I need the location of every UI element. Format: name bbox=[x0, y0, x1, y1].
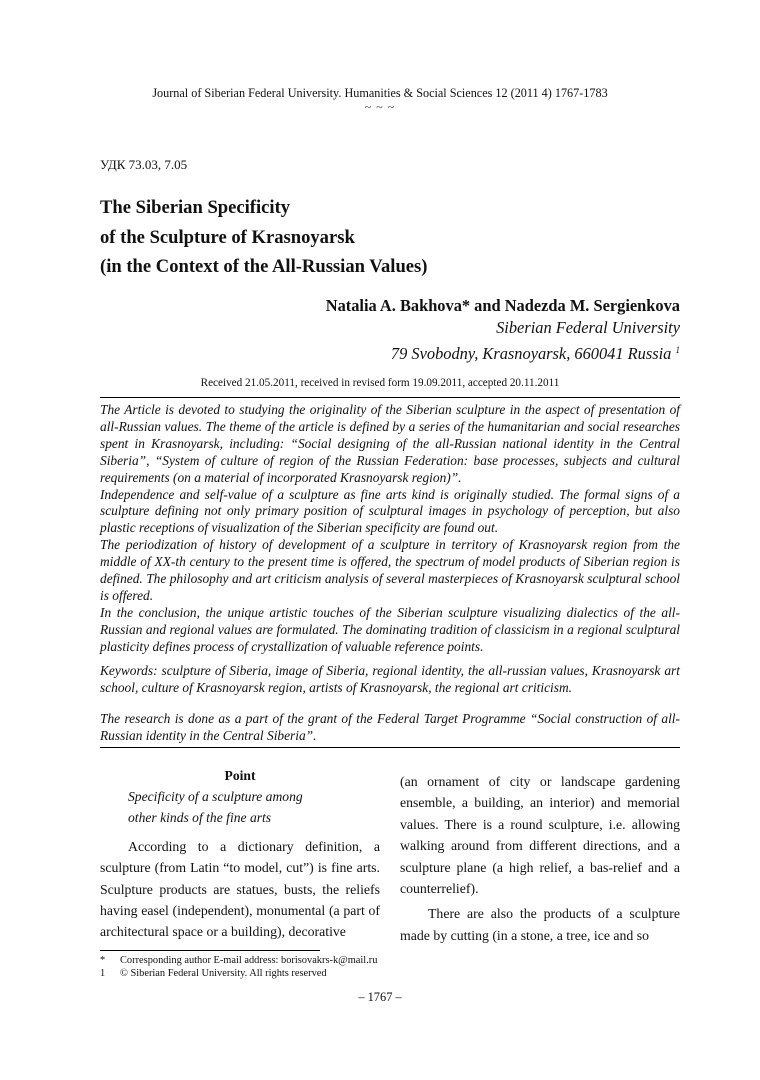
body-paragraph-1: According to a dictionary definition, a sculpture (from Latin “to model, cut”) is fine arts. Sculpture products are statues, busts, the reliefs having easel (independent), monumental (a part of architectural space or a building), decorative bbox=[100, 838, 380, 940]
received-dates: Received 21.05.2011, received in revised form 19.09.2011, accepted 20.11.2011 bbox=[200, 377, 560, 389]
header-ornament: ~ ~ ~ bbox=[364, 100, 396, 114]
abstract-bottom-rule bbox=[100, 747, 680, 748]
body-paragraph-2: (an ornament of city or landscape gardening ensemble, a building, an interior) and memorial values. There is a round sculpture, i.e. allowing walking around from different directions, and a sculpture plane (a high relief, a bas-relief and a counterrelief). bbox=[400, 774, 680, 897]
abstract-paragraph-3: The periodization of history of development of a sculpture in territory of Krasnoyarsk region from the middle of XX-th century to the present time is offered, the spectrum of model products of Siberian region is defined. The philosophy and art criticism analysis of several masterpieces of Krasnoyarsk sculptural school is offered. bbox=[100, 537, 680, 603]
footnote-2-mark: 1 bbox=[100, 968, 106, 979]
author-block bbox=[326, 295, 680, 365]
abstract bbox=[100, 402, 680, 656]
title-line-3: (in the Context of the All-Russian Values) bbox=[100, 256, 428, 277]
footnote-rule bbox=[100, 950, 320, 951]
author-names: Natalia A. Bakhova* and Nadezda M. Sergienkova bbox=[325, 296, 680, 315]
body-left-column bbox=[100, 765, 380, 943]
abstract-paragraph-2: Independence and self-value of a sculpture as fine arts kind is originally studied. The formal signs of a sculpture defining not only primary position of sculptural images in psychology of perception, but also plastic receptions of visualization of the Siberian specificity are found out. bbox=[100, 486, 680, 536]
footnote-1-mark: * bbox=[100, 955, 106, 966]
footnote-2 bbox=[100, 967, 327, 980]
journal-header: Journal of Siberian Federal University. Humanities & Social Sciences 12 (2011 4) 1767-1783 bbox=[152, 86, 608, 100]
address-footnote-mark: 1 bbox=[675, 345, 680, 355]
section-subtitle-line-1: Specificity of a sculpture among bbox=[128, 789, 303, 804]
page-number: – 1767 – bbox=[358, 990, 402, 1004]
article-title bbox=[100, 193, 428, 282]
title-line-1: The Siberian Specificity bbox=[100, 197, 291, 218]
grant-note: The research is done as a part of the grant of the Federal Target Programme “Social construction of all-Russian identity in the Central Siberia”. bbox=[100, 711, 680, 743]
footnote-1-text: Corresponding author E-mail address: borisovakrs-k@mail.ru bbox=[120, 955, 378, 966]
footnote-1 bbox=[100, 954, 377, 967]
body-right-column bbox=[400, 771, 680, 946]
abstract-top-rule bbox=[100, 397, 680, 398]
udk-code: УДК 73.03, 7.05 bbox=[100, 157, 188, 172]
author-affiliation: Siberian Federal University bbox=[496, 318, 680, 337]
section-heading: Point bbox=[224, 768, 256, 783]
author-address: 79 Svobodny, Krasnoyarsk, 660041 Russia bbox=[390, 344, 672, 363]
abstract-paragraph-1: The Article is devoted to studying the originality of the Siberian sculpture in the aspect of presentation of all-Russian values. The theme of the article is defined by a series of the humanitarian and social researches spent in Krasnoyarsk, including: “Social designing of the all-Russian national identity in the Central Siberia”, “System of culture of region of the Russian Federation: base processes, subjects and cultural requirements (on a material of incorporated Krasnoyarsk region)”. bbox=[100, 402, 680, 485]
footnote-2-text: © Siberian Federal University. All rights reserved bbox=[120, 968, 327, 979]
title-line-2: of the Sculpture of Krasnoyarsk bbox=[100, 226, 355, 248]
keywords: Keywords: sculpture of Siberia, image of Siberia, regional identity, the all-russian values, Krasnoyarsk art school, culture of Krasnoyarsk region, artists of Krasnoyarsk, the regional art criticism. bbox=[100, 663, 680, 695]
abstract-paragraph-4: In the conclusion, the unique artistic touches of the Siberian sculpture visualizing dialectics of the all-Russian and regional values are formulated. The dominating tradition of classicism in a regional sculptural plasticity defines process of crystallization of valuable reference points. bbox=[100, 604, 680, 654]
author-address-line bbox=[326, 339, 680, 365]
section-subtitle-line-2: other kinds of the fine arts bbox=[128, 810, 272, 826]
body-paragraph-3: There are also the products of a sculpture made by cutting (in a stone, a tree, ice and so bbox=[400, 906, 680, 943]
